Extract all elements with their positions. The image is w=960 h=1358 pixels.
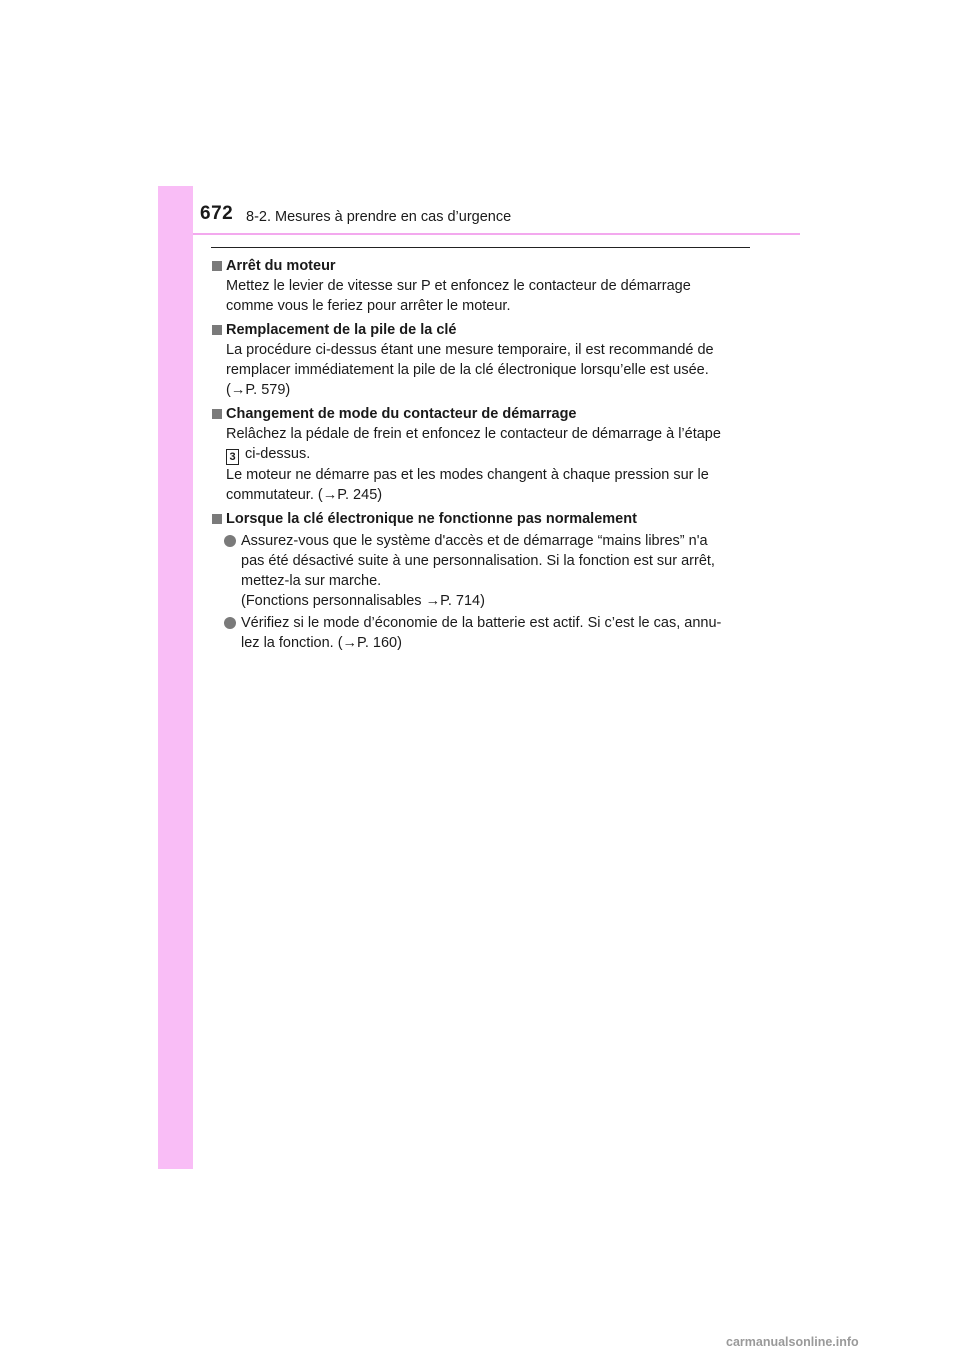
section-key-malfunction	[211, 509, 746, 653]
header-rule	[193, 233, 800, 235]
section-engine-stop	[211, 256, 746, 316]
list-item: Assurez-vous que le système d'accès et de démarrage “mains libres” n'a pas été désactivé suite à une personnalisation. Si la fonction est sur arrêt, mettez-la sur marche. (Fonctions personnalisables →P. 714)	[211, 531, 746, 611]
section-body: La procédure ci-dessus étant une mesure temporaire, il est recommandé de remplacer immédiatement la pile de la clé électronique lorsqu’elle est usée. (→P. 579)	[226, 342, 714, 398]
section-body: Mettez le levier de vitesse sur P et enfoncez le contacteur de démarrage comme vous le feriez pour arrêter le moteur.	[226, 278, 691, 314]
section-heading: Changement de mode du contacteur de démarrage	[211, 404, 746, 424]
list-item: Vérifiez si le mode d’économie de la batterie est actif. Si c’est le cas, annu- lez la fonction. (→P. 160)	[211, 613, 746, 653]
square-bullet-icon	[212, 514, 222, 524]
square-bullet-icon	[212, 325, 222, 335]
section-title: 8-2. Mesures à prendre en cas d’urgence	[246, 209, 512, 225]
section-battery-replacement	[211, 320, 746, 400]
watermark: carmanualsonline.info	[726, 1335, 859, 1349]
section-body: Relâchez la pédale de frein et enfoncez le contacteur de démarrage à l’étape 3 ci-dessus. Le moteur ne démarre pas et les modes changent à chaque pression sur le commutateur. (→P. 245)	[226, 426, 721, 503]
section-heading: Lorsque la clé électronique ne fonctionne pas normalement	[211, 509, 746, 529]
chapter-tab	[158, 186, 193, 1169]
content-top-rule	[211, 247, 750, 248]
round-bullet-icon	[224, 535, 236, 547]
page-content	[211, 256, 746, 657]
round-bullet-icon	[224, 617, 236, 629]
section-mode-change	[211, 404, 746, 505]
square-bullet-icon	[212, 409, 222, 419]
square-bullet-icon	[212, 261, 222, 271]
step-number-icon: 3	[226, 449, 239, 465]
page-number: 672	[200, 203, 234, 224]
section-heading: Arrêt du moteur	[211, 256, 746, 276]
section-heading: Remplacement de la pile de la clé	[211, 320, 746, 340]
